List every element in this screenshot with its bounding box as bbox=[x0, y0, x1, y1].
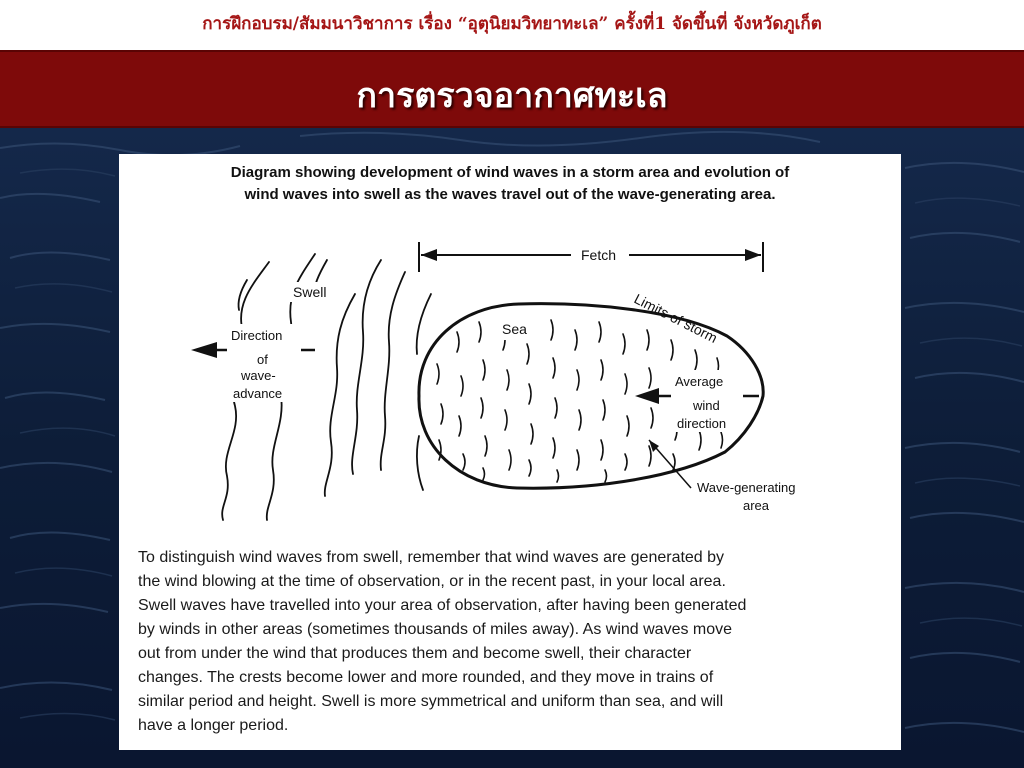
paragraph-line: the wind blowing at the time of observation, or in the recent past, in your local area. bbox=[138, 573, 726, 590]
sea-label: Sea bbox=[502, 321, 527, 337]
paragraph-line: To distinguish wind waves from swell, remember that wind waves are generated by bbox=[138, 549, 725, 566]
paragraph-line: out from under the wind that produces them and become swell, their character bbox=[138, 645, 692, 662]
paragraph-line: have a longer period. bbox=[138, 717, 289, 734]
title-bar bbox=[0, 50, 1024, 128]
paragraph-line: Swell waves have travelled into your area of observation, after having been generated bbox=[138, 597, 747, 614]
direction-label-line: Direction bbox=[231, 328, 283, 343]
wave-diagram bbox=[119, 154, 901, 544]
fetch-label: Fetch bbox=[581, 247, 617, 263]
limits-of-storm-label: Limits of storm bbox=[631, 290, 720, 346]
header-strip bbox=[0, 0, 1024, 50]
paragraph-line: by winds in other areas (sometimes thousands of miles away). As wind waves move bbox=[138, 621, 733, 638]
explanation-paragraph bbox=[138, 546, 891, 738]
diagram-heading-line: Diagram showing development of wind waves in a storm area and evolution of bbox=[230, 164, 790, 181]
wave-gen-label-line: area bbox=[743, 498, 770, 513]
diagram-heading-line: wind waves into swell as the waves travel out of the wave-generating area. bbox=[244, 186, 776, 203]
avg-wind-label-line: Average bbox=[675, 374, 724, 389]
direction-label-line: of bbox=[257, 352, 268, 367]
avg-wind-label-line: direction bbox=[677, 416, 727, 431]
direction-label-line: wave- bbox=[241, 368, 276, 383]
paragraph-line: changes. The crests become lower and more rounded, and they move in trains of bbox=[138, 669, 714, 686]
seminar-subtitle: การฝึกอบรม/สัมมนาวิชาการ เรื่อง “อุตุนิยมวิทยาทะเล” ครั้งที่1 จัดขึ้นที่ จังหวัดภูเก็ต bbox=[202, 14, 822, 34]
swell-label: Swell bbox=[293, 284, 327, 300]
wave-gen-label-line: Wave-generating bbox=[697, 480, 796, 495]
avg-wind-label-line: wind bbox=[693, 398, 720, 413]
figure-card bbox=[119, 154, 901, 750]
wave-gen-pointer bbox=[649, 440, 691, 488]
slide-title: การตรวจอากาศทะเล bbox=[356, 76, 668, 116]
direction-label-line: advance bbox=[233, 386, 283, 401]
paragraph-line: similar period and height. Swell is more symmetrical and uniform than sea, and will bbox=[138, 693, 724, 710]
